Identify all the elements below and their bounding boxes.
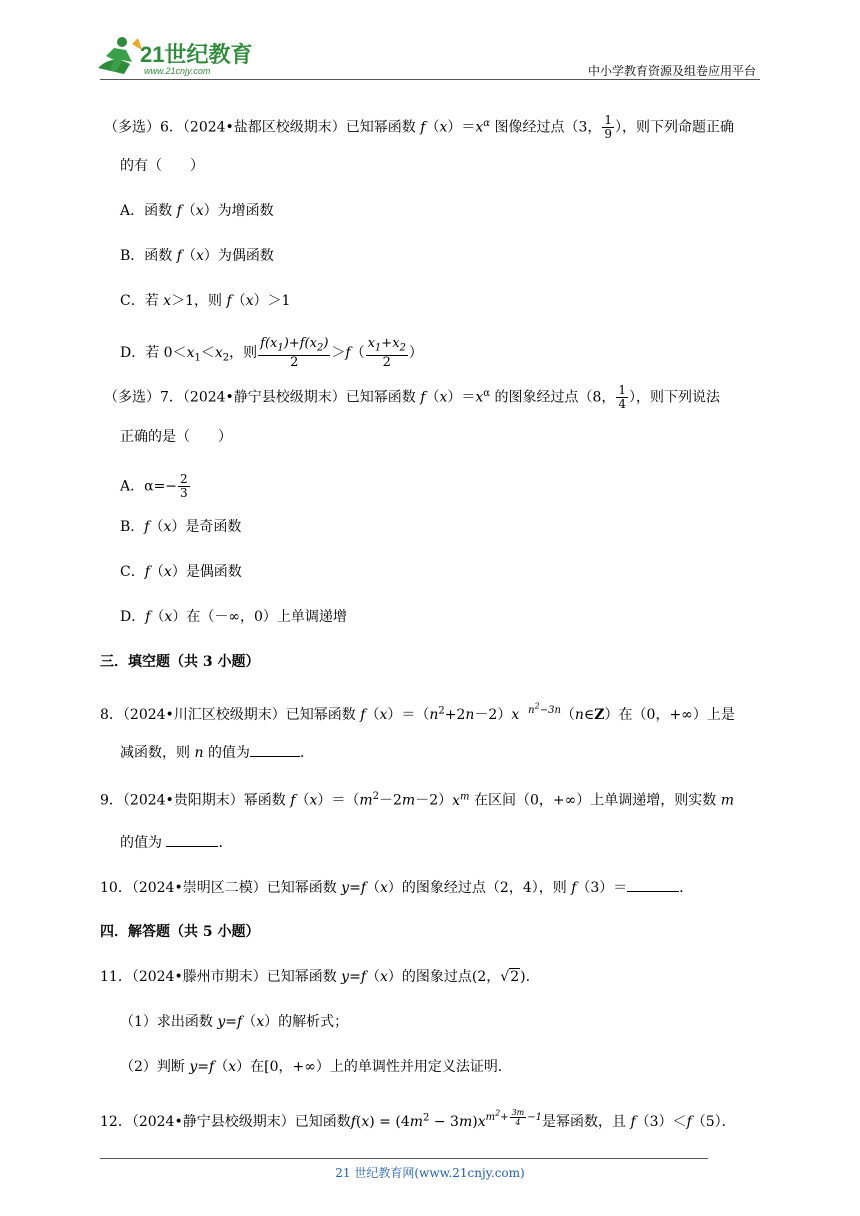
logo-text: 21世纪教育	[140, 42, 253, 67]
site-name: 中小学教育资源及组卷应用平台	[587, 64, 756, 78]
answer-blank[interactable]	[250, 742, 300, 757]
q8-stem: 8．（2024•川汇区校级期末）已知幂函数 $f(x)=(n^2+2n-2)x$ $^{n^2-3n}$（n∈Z）在（0，+∞）上是	[100, 702, 735, 723]
q11-stem: 11．（2024•滕州市期末）已知幂函数 y=f（x）的图象过点(2，√2).	[100, 969, 531, 985]
site-logo	[92, 34, 264, 78]
q7-option-c[interactable]: C．f（x）是偶函数	[120, 564, 242, 580]
q7-stem: （多选）7．（2024•静宁县校级期末）已知幂函数 $f(x)=x^\alpha$ 的图象经过点（8， $\frac{1}{4}$ ），则下列说法	[104, 383, 721, 412]
q6-stem: （多选）6．（2024•盐都区校级期末）已知幂函数 $f(x)=x^\alpha$ 图像经过点（3， $\frac{1}{9}$ ），则下列命题正确	[104, 113, 735, 142]
logo-url: www.21cnjy.com	[144, 66, 211, 76]
q9-stem: 9．（2024•贵阳期末）幂函数 $f(x)=(m^2-2m-2)x^m$ 在区间（0，+∞）上单调递增，则实数 m	[100, 791, 735, 809]
section-3-title: 三．填空题（共 3 小题）	[100, 654, 260, 670]
q7-stem-2: 正确的是（ ）	[120, 429, 232, 445]
footer-text[interactable]: 21 世纪教育网(www.21cnjy.com)	[335, 1166, 525, 1180]
q6-option-a[interactable]: A．函数 f（x）为增函数	[120, 203, 274, 219]
q7-option-d[interactable]: D．f（x）在（－∞，0）上单调递增	[120, 609, 347, 625]
q7-option-b[interactable]: B．f（x）是奇函数	[120, 519, 242, 535]
answer-blank[interactable]	[166, 832, 218, 847]
footer-rule	[100, 1158, 708, 1159]
q10-stem: 10．（2024•崇明区二模）已知幂函数 y=f（x）的图象经过点（2，4），则 f（3）＝ ．	[100, 877, 693, 898]
q6-option-c[interactable]: C．若 x＞1，则 f（x）＞1	[120, 293, 291, 309]
answer-blank[interactable]	[627, 877, 679, 892]
q8-stem-2: 减函数，则 n 的值为 ．	[120, 742, 314, 763]
section-4-title: 四．解答题（共 5 小题）	[100, 924, 260, 940]
q6-stem-2: 的有（ ）	[120, 158, 204, 174]
q11-part-2: （2）判断 y=f（x）在[0，+∞）上的单调性并用定义法证明．	[120, 1059, 512, 1075]
q12-stem: 12．（2024•静宁县校级期末）已知函数$f(x) = (4m^2 - 3m)x^{m^2+ \frac{3m}{4} -1}$是幂函数，且 f（3）＜f（5）．	[100, 1108, 736, 1130]
q6-option-d[interactable]: D．若 $0<x_1<x_2$，则 $\frac{f(x_1)+f(x_2)}{2}$ ＞f（ $\frac{x_1+x_2}{2}$ ）	[120, 336, 423, 370]
q6-option-b[interactable]: B．函数 f（x）为偶函数	[120, 248, 274, 264]
q11-part-1: （1）求出函数 y=f（x）的解析式；	[120, 1014, 349, 1030]
q7-option-a[interactable]: A．α=− $\frac{2}{3}$	[120, 472, 188, 500]
q9-stem-2: 的值为 ．	[120, 832, 232, 853]
header-rule	[100, 79, 760, 80]
